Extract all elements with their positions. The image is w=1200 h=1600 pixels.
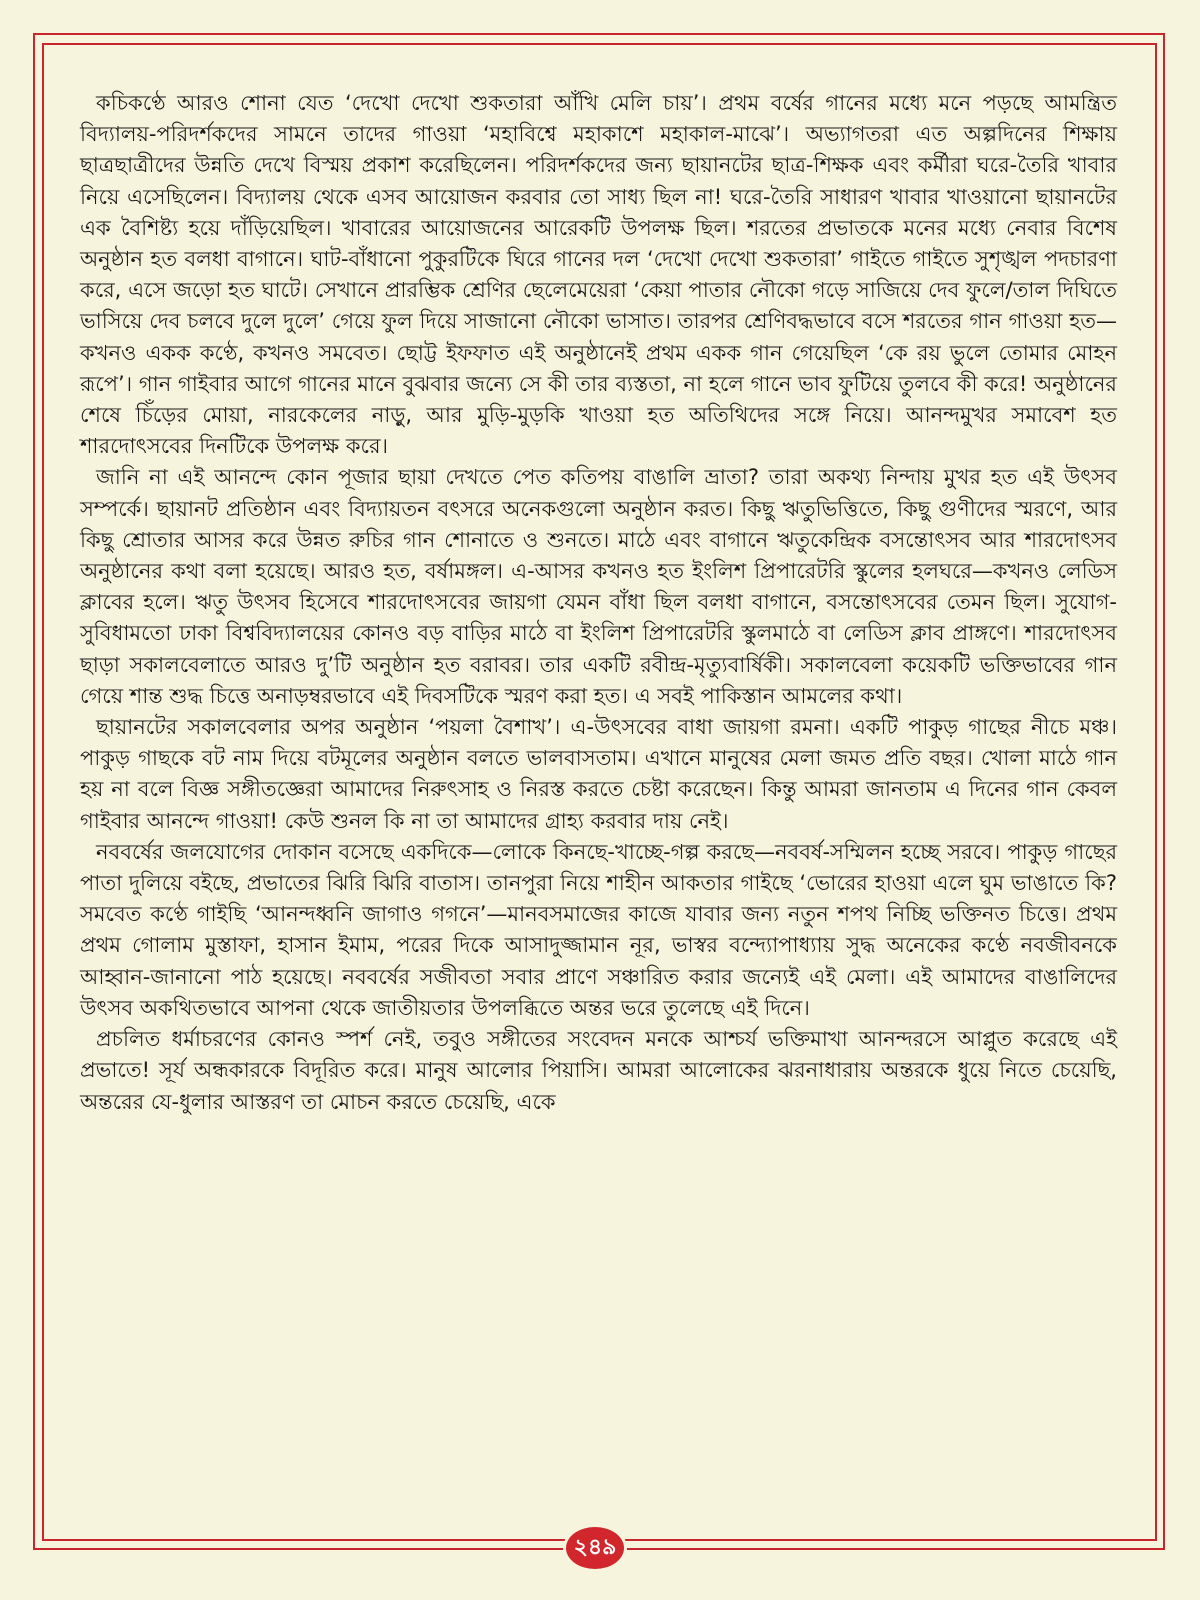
paragraph-5: প্রচলিত ধর্মাচরণের কোনও স্পর্শ নেই, তবুও সঙ্গীতের সংবেদন মনকে আশ্চর্য ভক্তিমাখা আনন্দরসে আপ্লুত করেছে এই প্রভাতে! সূর্য অন্ধকারকে বিদূরিত করে। মানুষ আলোর পিয়াসি। আমরা আলোকের ঝরনাধারায় অন্তরকে ধুয়ে নিতে চেয়েছি, অন্তরের যে-ধুলার আস্তরণ তা মোচন করতে চেয়েছি, একে xyxy=(80,1027,1117,1114)
body-text xyxy=(80,88,1117,1118)
paragraph-1: কচিকণ্ঠে আরও শোনা যেত ‘দেখো দেখো শুকতারা আঁখি মেলি চায়’। প্রথম বর্ষের গানের মধ্যে মনে পড়ছে আমন্ত্রিত বিদ্যালয়-পরিদর্শকদের সামনে তাদের গাওয়া ‘মহাবিশ্বে মহাকাশে মহাকাল-মাঝে’। অভ্যাগতরা এত অল্পদিনের শিক্ষায় ছাত্রছাত্রীদের উন্নতি দেখে বিস্ময় প্রকাশ করেছিলেন। পরিদর্শকদের জন্য ছায়ানটের ছাত্র-শিক্ষক এবং কর্মীরা ঘরে-তৈরি খাবার নিয়ে এসেছিলেন। বিদ্যালয় থেকে এসব আয়োজন করবার তো সাধ্য ছিল না! ঘরে-তৈরি সাধারণ খাবার খাওয়ানো ছায়ানটের এক বৈশিষ্ট্য হয়ে দাঁড়িয়েছিল। খাবারের আয়োজনের আরেকটি উপলক্ষ ছিল। শরতের প্রভাতকে মনের মধ্যে নেবার বিশেষ অনুষ্ঠান হত বলধা বাগানে। ঘাট-বাঁধানো পুকুরটিকে ঘিরে গানের দল ‘দেখো দেখো শুকতারা’ গাইতে গাইতে সুশৃঙ্খল পদচারণা করে, এসে জড়ো হত ঘাটে। সেখানে প্রারম্ভিক শ্রেণির ছেলেমেয়েরা ‘কেয়া পাতার নৌকো গড়ে সাজিয়ে দেব ফুলে/তাল দিঘিতে ভাসিয়ে দেব চলবে দুলে দুলে’ গেয়ে ফুল দিয়ে সাজানো নৌকো ভাসাত। তারপর শ্রেণিবদ্ধভাবে বসে শরতের গান গাওয়া হত—কখনও একক কণ্ঠে, কখনও সমবেত। ছোট্ট ইফফাত এই অনুষ্ঠানেই প্রথম একক গান গেয়েছিল ‘কে রয় ভুলে তোমার মোহন রূপে’। গান গাইবার আগে গানের মানে বুঝবার জন্যে সে কী তার ব্যস্ততা, না হলে গানে ভাব ফুটিয়ে তুলবে কী করে! অনুষ্ঠানের শেষে চিঁড়ের মোয়া, নারকেলের নাড়ু, আর মুড়ি-মুড়কি খাওয়া হত অতিথিদের সঙ্গে নিয়ে। আনন্দমুখর সমাবেশ হত শারদোৎসবের দিনটিকে উপলক্ষ করে। xyxy=(80,91,1117,459)
paragraph-4: নববর্ষের জলযোগের দোকান বসেছে একদিকে—লোকে কিনছে-খাচ্ছে-গল্প করছে—নববর্ষ-সম্মিলন হচ্ছে সরবে। পাকুড় গাছের পাতা দুলিয়ে বইছে, প্রভাতের ঝিরি ঝিরি বাতাস। তানপুরা নিয়ে শাহীন আকতার গাইছে ‘ভোরের হাওয়া এলে ঘুম ভাঙাতে কি? সমবেত কণ্ঠে গাইছি ‘আনন্দধ্বনি জাগাও গগনে’—মানবসমাজের কাজে যাবার জন্য নতুন শপথ নিচ্ছি ভক্তিনত চিত্তে। প্রথম প্রথম গোলাম মুস্তাফা, হাসান ইমাম, পরের দিকে আসাদুজ্জামান নূর, ভাস্বর বন্দ্যোপাধ্যায় সুদ্ধ অনেকের কণ্ঠে নবজীবনকে আহ্বান-জানানো পাঠ হয়েছে। নববর্ষের সজীবতা সবার প্রাণে সঞ্চারিত করার জন্যেই এই মেলা। এই আমাদের বাঙালিদের উৎসব অকথিতভাবে আপনা থেকে জাতীয়তার উপলব্ধিতে অন্তর ভরে তুলেছে এই দিনে। xyxy=(80,839,1117,1020)
paragraph-3: ছায়ানটের সকালবেলার অপর অনুষ্ঠান ‘পয়লা বৈশাখ’। এ-উৎসবের বাধা জায়গা রমনা। একটি পাকুড় গাছের নীচে মঞ্চ। পাকুড় গাছকে বট নাম দিয়ে বটমূলের অনুষ্ঠান বলতে ভালবাসতাম। এখানে মানুষের মেলা জমত প্রতি বছর। খোলা মাঠে গান হয় না বলে বিজ্ঞ সঙ্গীতজ্ঞেরা আমাদের নিরুৎসাহ ও নিরস্ত করতে চেষ্টা করেছেন। কিন্তু আমরা জানতাম এ দিনের গান কেবল গাইবার আনন্দে গাওয়া! কেউ শুনল কি না তা আমাদের গ্রাহ্য করবার দায় নেই। xyxy=(80,715,1117,833)
page-number: ২৪৯ xyxy=(563,1524,627,1572)
paragraph-2: জানি না এই আনন্দে কোন পূজার ছায়া দেখতে পেত কতিপয় বাঙালি ভ্রাতা? তারা অকথ্য নিন্দায় মুখর হত এই উৎসব সম্পর্কে। ছায়ানট প্রতিষ্ঠান এবং বিদ্যায়তন বৎসরে অনেকগুলো অনুষ্ঠান করত। কিছু ঋতুভিত্তিতে, কিছু গুণীদের স্মরণে, আর কিছু শ্রোতার আসর করে উন্নত রুচির গান শোনাতে ও শুনতে। মাঠে এবং বাগানে ঋতুকেন্দ্রিক বসন্তোৎসব আর শারদোৎসব অনুষ্ঠানের কথা বলা হয়েছে। আরও হত, বর্ষামঙ্গল। এ-আসর কখনও হত ইংলিশ প্রিপারেটরি স্কুলের হলঘরে—কখনও লেডিস ক্লাবের হলে। ঋতু উৎসব হিসেবে শারদোৎসবের জায়গা যেমন বাঁধা ছিল বলধা বাগানে, বসন্তোৎসবের তেমন ছিল। সুযোগ-সুবিধামতো ঢাকা বিশ্ববিদ্যালয়ের কোনও বড় বাড়ির মাঠে বা ইংলিশ প্রিপারেটরি স্কুলমাঠে বা লেডিস ক্লাব প্রাঙ্গণে। শারদোৎসব ছাড়া সকালবেলাতে আরও দু’টি অনুষ্ঠান হত বরাবর। তার একটি রবীন্দ্র-মৃত্যুবার্ষিকী। সকালবেলা কয়েকটি ভক্তিভাবের গান গেয়ে শান্ত শুদ্ধ চিত্তে অনাড়ম্বরভাবে এই দিবসটিকে স্মরণ করা হত। এ সবই পাকিস্তান আমলের কথা। xyxy=(80,465,1117,708)
